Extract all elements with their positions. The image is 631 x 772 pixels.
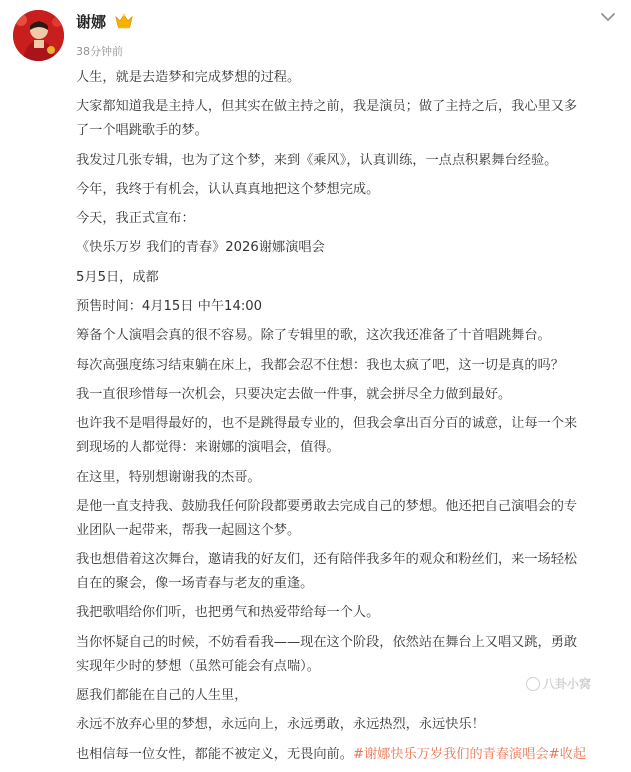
post-text-line: 是他一直支持我、鼓励我任何阶段都要勇敢去完成自己的梦想。他还把自己演唱会的专 (76, 498, 578, 514)
post-text-line: 业团队一起带来，帮我一起圆这个梦。 (76, 522, 301, 538)
post-paragraph (76, 548, 624, 596)
post-paragraph (76, 713, 624, 737)
post-text-line: 实现年少时的梦想（虽然可能会有点喘）。 (76, 658, 320, 674)
post-text-line: 我也想借着这次舞台，邀请我的好友们，还有陪伴我多年的观众和粉丝们，来一场轻松 (76, 552, 578, 568)
post-text-line: 我发过几张专辑，也为了这个梦，来到《乘风》，认真训练，一点点积累舞台经验。 (76, 152, 558, 168)
watermark-logo-icon (526, 677, 540, 691)
post-text-line: 当你怀疑自己的时候，不妨看看我——现在这个阶段，依然站在舞台上又唱又跳，勇敢 (76, 634, 578, 650)
chevron-down-icon[interactable] (598, 8, 618, 26)
post-text-line: 了一个唱跳歌手的梦。 (76, 123, 208, 139)
username[interactable]: 谢娜 (76, 13, 107, 31)
post-paragraph (76, 95, 624, 143)
post-text-line: 到现场的人都觉得：来谢娜的演唱会，值得。 (76, 440, 340, 456)
post-paragraph (76, 207, 624, 231)
post-paragraph (76, 236, 624, 260)
post-paragraph (76, 266, 624, 290)
post-text-line: 每次高强度练习结束躺在床上，我都会忍不住想：我也太疯了吧，这一切是真的吗？ (76, 357, 564, 373)
post-text-line: 今年，我终于有机会，认认真真地把这个梦想完成。 (76, 181, 380, 197)
post-text-line: 大家都知道我是主持人，但其实在做主持之前，我是演员；做了主持之后，我心里又多 (76, 99, 578, 115)
post-paragraph (76, 383, 624, 407)
watermark-text: 八卦小窝 (543, 677, 592, 691)
post-text-line: 愿我们都能在自己的人生里， (76, 688, 248, 704)
post-paragraph (76, 412, 624, 460)
post-body (76, 66, 624, 772)
post-text-line: 我一直很珍惜每一次机会，只要决定去做一件事，就会拼尽全力做到最好。 (76, 386, 512, 402)
post-text-line: 永远不放弃心里的梦想，永远向上，永远勇敢，永远热烈，永远快乐！ (76, 717, 485, 733)
post-text-line: 《快乐万岁 我们的青春》2026谢娜演唱会 (76, 240, 325, 256)
watermark (526, 676, 591, 692)
post-text-line: 预售时间：4月15日 中午14:00 (76, 299, 263, 315)
post-text-line: 我把歌唱给你们听，也把勇气和热爱带给每一个人。 (76, 605, 380, 621)
post-paragraph (76, 149, 624, 173)
post-paragraph (76, 495, 624, 543)
collapse-button[interactable]: 收起 (559, 746, 587, 762)
post-text-line: 5月5日，成都 (76, 269, 159, 285)
post-paragraph (76, 66, 624, 90)
post-timestamp: 38分钟前 (76, 45, 123, 58)
post-paragraph (76, 354, 624, 378)
post-text-line: 也相信每一位女性，都能不被定义，无畏向前。 (76, 746, 353, 762)
post-text-line: 今天，我正式宣布： (76, 211, 195, 227)
post-paragraph (76, 601, 624, 625)
avatar[interactable] (13, 10, 64, 61)
vip-crown-icon[interactable] (114, 12, 134, 30)
post-paragraph (76, 466, 624, 490)
post-paragraph (76, 178, 624, 202)
post-text-line: 筹备个人演唱会真的很不容易。除了专辑里的歌，这次我还准备了十首唱跳舞台。 (76, 328, 551, 344)
post-text-line: 人生，就是去造梦和完成梦想的过程。 (76, 70, 301, 85)
post-text-line: 自在的聚会，像一场青春与老友的重逢。 (76, 576, 314, 592)
post-text-line: 也许我不是唱得最好的，也不是跳得最专业的，但我会拿出百分百的诚意，让每一个来 (76, 416, 578, 432)
post-paragraph (76, 631, 624, 679)
post-header (0, 0, 631, 66)
post-text-line: 在这里，特别想谢谢我的杰哥。 (76, 469, 261, 485)
post-paragraph (76, 295, 624, 319)
hashtag-link[interactable]: #谢娜快乐万岁我们的青春演唱会# (352, 746, 560, 762)
post-paragraph (76, 324, 624, 348)
post-last-line (76, 743, 624, 767)
